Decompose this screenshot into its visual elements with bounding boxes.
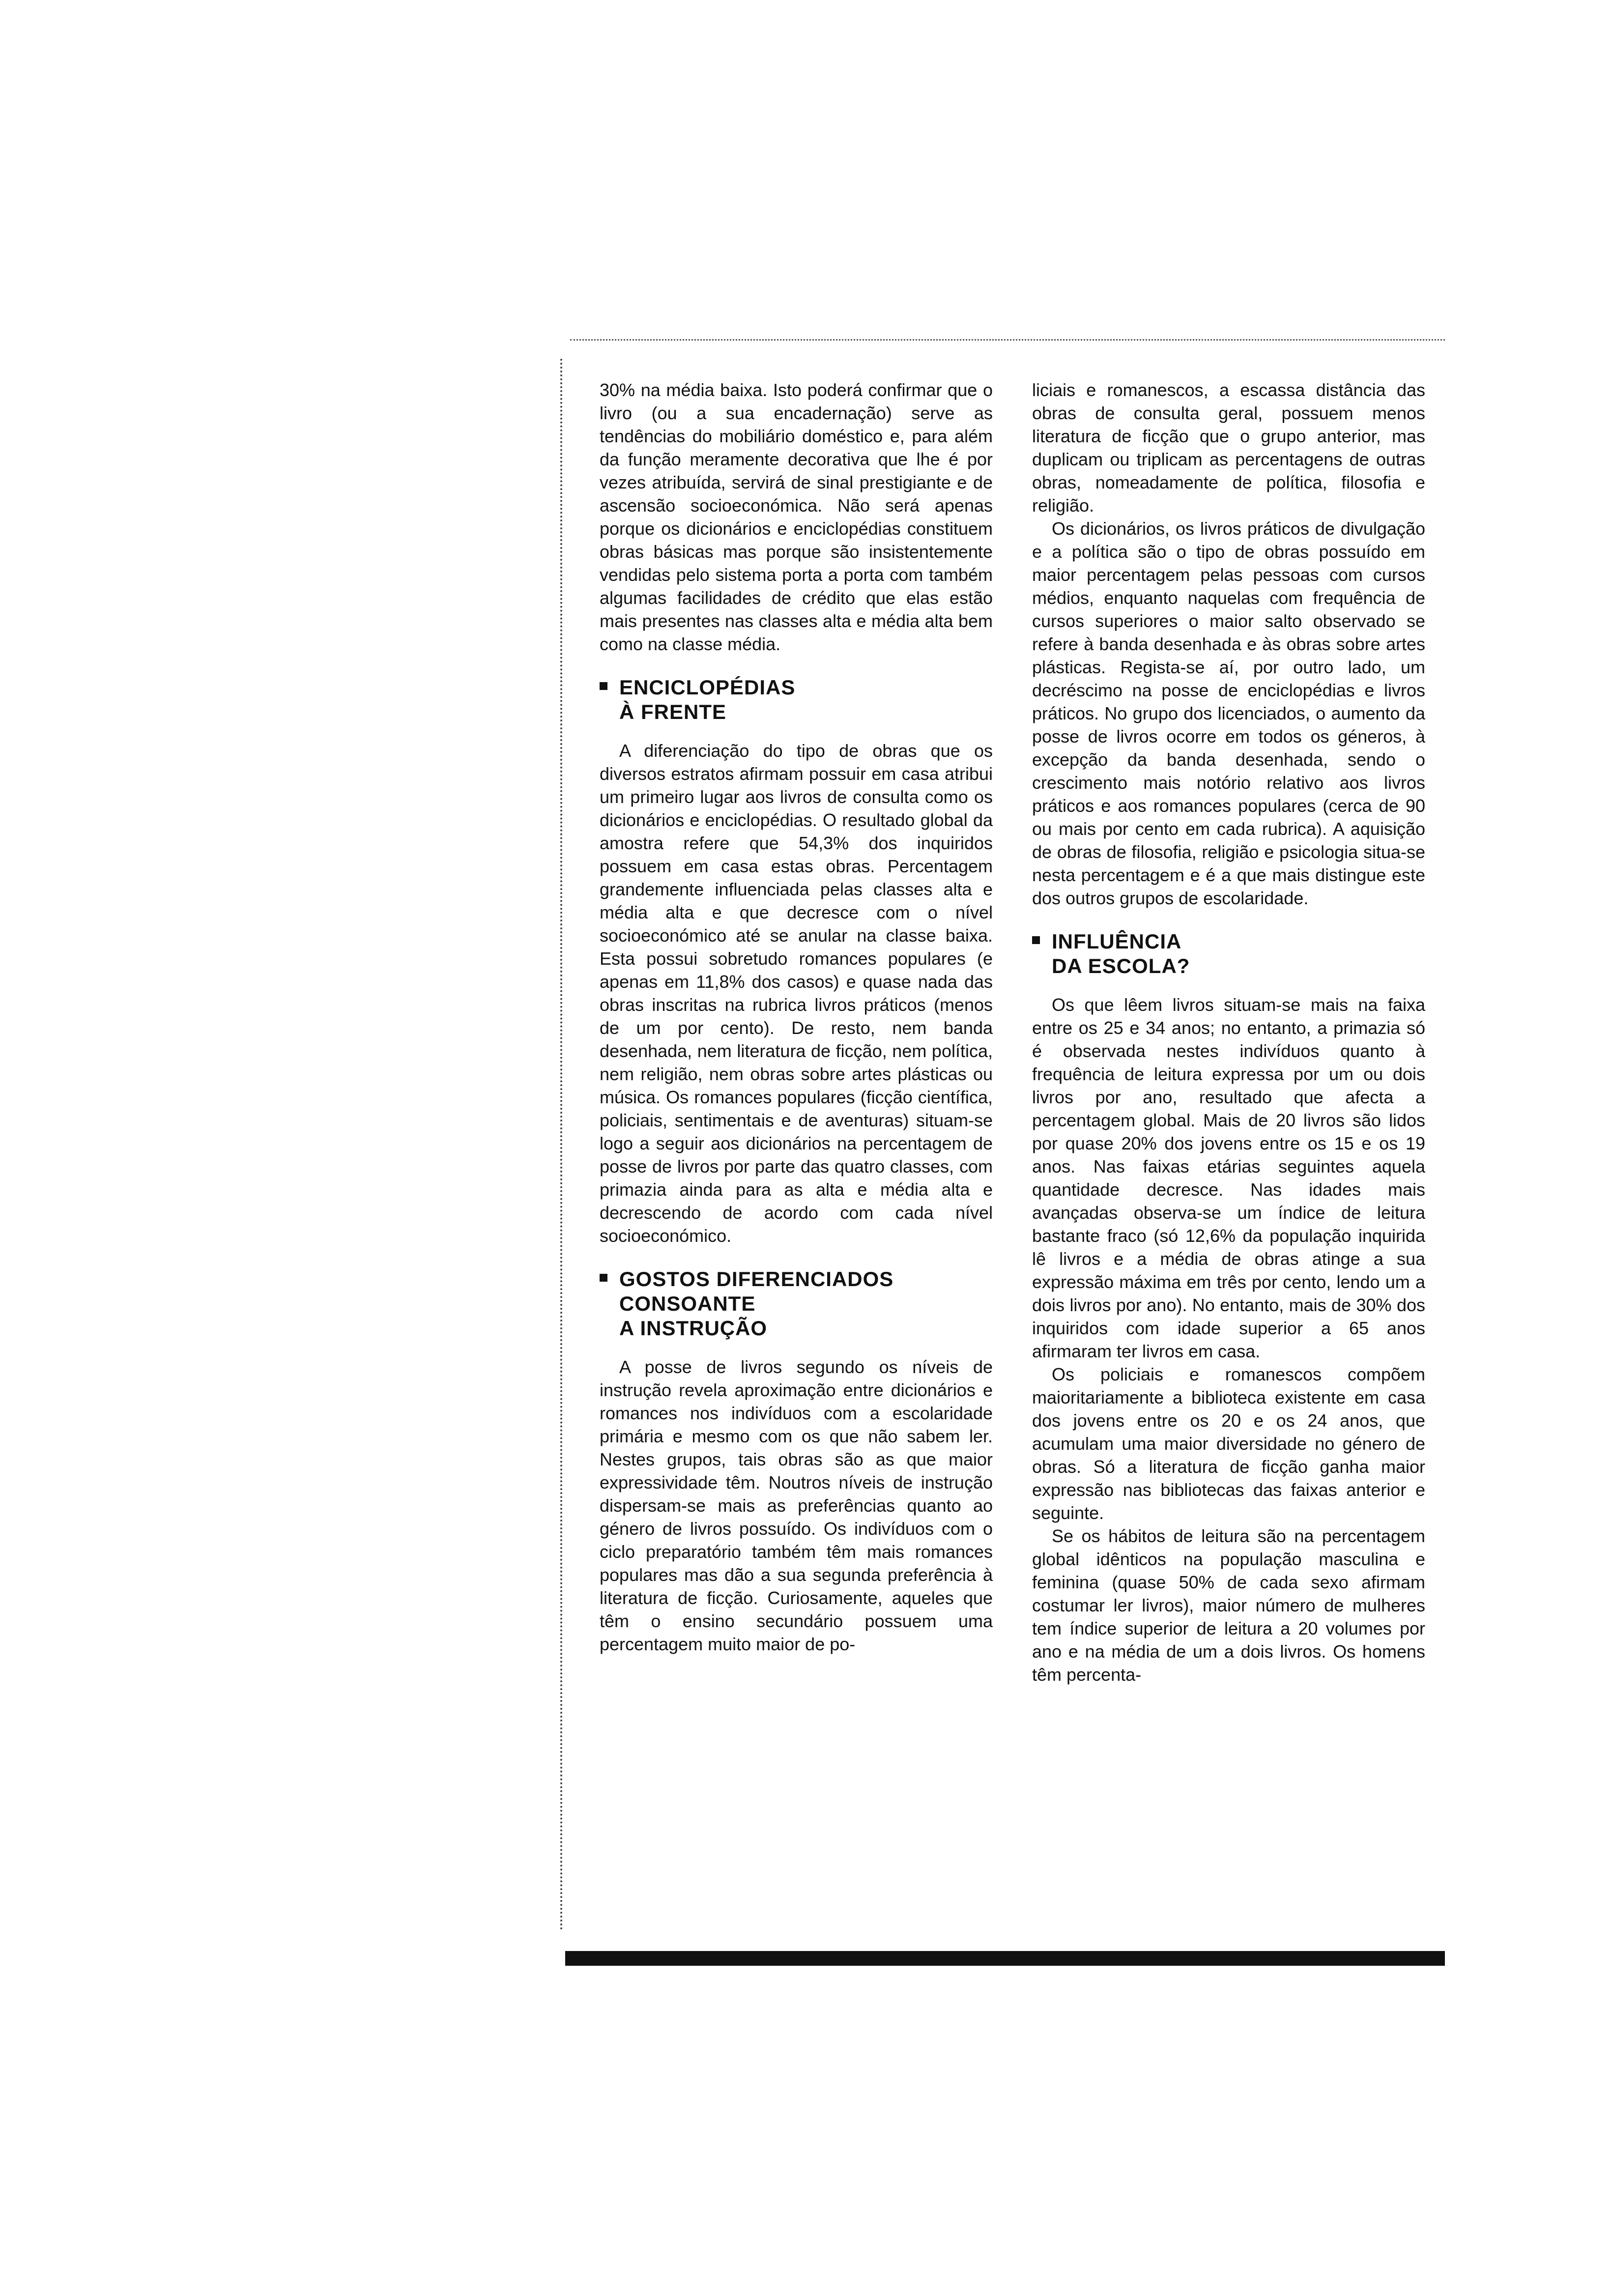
- square-bullet-icon: [600, 1274, 607, 1282]
- heading-line: À FRENTE: [619, 700, 726, 723]
- heading-line: ENCICLOPÉDIAS: [619, 676, 796, 699]
- heading-line: A INSTRUÇÃO: [619, 1317, 768, 1340]
- left-intro-paragraph: 30% na média baixa. Isto poderá confirmar que o livro (ou a sua encadernação) serve as tendências do mobiliário doméstico e, para além da função meramente decorativa que lhe é por vezes atribuída, servirá de sinal prestigiante e de ascensão socioeconómica. Não será apenas porque os dicionários e enciclopédias constituem obras básicas mas porque são insistentemente vendidas pelo sistema porta a porta com também algumas facilidades de crédito que elas estão mais presentes nas classes alta e média alta bem como na classe média.: [600, 380, 993, 654]
- torn-top-edge: [570, 339, 1445, 344]
- right-paragraph-1: Os dicionários, os livros práticos de divulgação e a política são o tipo de obras possuído em maior percentagem pelas pessoas com cursos médios, enquanto naquelas com frequência de cursos superiores o maior salto observado se refere à banda desenhada e às obras sobre artes plásticas. Regista-se aí, por outro lado, um decréscimo na posse de enciclopédias e livros práticos. No grupo dos licenciados, o aumento da posse de livros ocorre em todos os géneros, à excepção da banda desenhada, sendo o crescimento mais notório relativo aos livros práticos e aos romances populares (cerca de 90 ou mais por cento em cada rubrica). A aquisição de obras de filosofia, religião e psicologia situa-se nesta percentagem e é a que mais distingue este dos outros grupos de escolaridade.: [1032, 518, 1425, 908]
- right-paragraph-3: Os policiais e romanescos compõem maioritariamente a biblioteca existente em casa dos jovens entre os 20 e os 24 anos, que acumulam uma maior diversidade no género de obras. Só a literatura de ficção ganha maior expressão nas bibliotecas das faixas anterior e seguinte.: [1032, 1364, 1425, 1523]
- left-paragraph-1: A diferenciação do tipo de obras que os diversos estratos afirmam possuir em casa atribui um primeiro lugar aos livros de consulta como os dicionários e enciclopédias. O resultado global da amostra refere que 54,3% dos inquiridos possuem em casa estas obras. Percentagem grandemente influenciada pelas classes alta e média alta e que decresce com o nível socioeconómico até se anular na classe baixa. Esta possui sobretudo romances populares (e apenas em 11,8% dos casos) e quase nada das obras inscritas na rubrica livros práticos (menos de um por cento). De resto, nem banda desenhada, nem literatura de ficção, nem política, nem religião, nem obras sobre artes plásticas ou música. Os romances populares (ficção científica, policiais, sentimentais e de aventuras) situam-se logo a seguir aos dicionários na percentagem de posse de livros por parte das quatro classes, com primazia ainda para as alta e média alta e decrescendo de acordo com cada nível socioeconómico.: [600, 741, 993, 1246]
- square-bullet-icon: [600, 682, 607, 690]
- heading-line: GOSTOS DIFERENCIADOS: [619, 1267, 894, 1291]
- bottom-rule: [565, 1951, 1445, 1966]
- right-paragraph-4: Se os hábitos de leitura são na percentagem global idênticos na população masculina e feminina (quase 50% de cada sexo afirmam costumar ler livros), maior número de mulheres tem índice superior de leitura a 20 volumes por ano e na média de um a dois livros. Os homens têm percenta-: [1032, 1526, 1425, 1685]
- heading-line: INFLUÊNCIA: [1052, 930, 1182, 953]
- right-column: [1032, 378, 1425, 1686]
- heading-influencia: [1032, 929, 1425, 978]
- heading-enciclopedias: [600, 675, 993, 724]
- heading-gostos: [600, 1267, 993, 1341]
- heading-line: CONSOANTE: [619, 1292, 756, 1315]
- right-paragraph-2: Os que lêem livros situam-se mais na faixa entre os 25 e 34 anos; no entanto, a primazia só é observada nestes indivíduos quanto à frequência de leitura expressa por um ou dois livros por ano, resultado que afecta a percentagem global. Mais de 20 livros são lidos por quase 20% dos jovens entre os 15 e os 19 anos. Nas faixas etárias seguintes aquela quantidade decresce. Nas idades mais avançadas observa-se um índice de leitura bastante fraco (só 12,6% da população inquirida lê livros e a média de obras atinge a sua expressão máxima em três por cento, lendo um a dois livros por ano). No entanto, mais de 30% dos inquiridos com idade superior a 65 anos afirmaram ter livros em casa.: [1032, 995, 1425, 1361]
- left-column: [600, 378, 993, 1656]
- left-margin-marks: [560, 359, 577, 1931]
- square-bullet-icon: [1032, 936, 1040, 944]
- left-paragraph-2: A posse de livros segundo os níveis de instrução revela aproximação entre dicionários e romances nos indivíduos com a escolaridade primária e mesmo com os que não sabem ler. Nestes grupos, tais obras são as que maior expressividade têm. Noutros níveis de instrução dispersam-se mais as preferências quanto ao género de livros possuído. Os indivíduos com o ciclo preparatório também têm mais romances populares mas dão a sua segunda preferência à literatura de ficção. Curiosamente, aqueles que têm o ensino secundário possuem uma percentagem muito maior de po-: [600, 1357, 993, 1654]
- heading-line: DA ESCOLA?: [1052, 954, 1190, 977]
- right-intro-paragraph: liciais e romanescos, a escassa distância das obras de consulta geral, possuem menos literatura de ficção que o grupo anterior, mas duplicam ou triplicam as percentagens de outras obras, nomeadamente de política, filosofia e religião.: [1032, 380, 1425, 516]
- newspaper-clipping: [560, 339, 1445, 2010]
